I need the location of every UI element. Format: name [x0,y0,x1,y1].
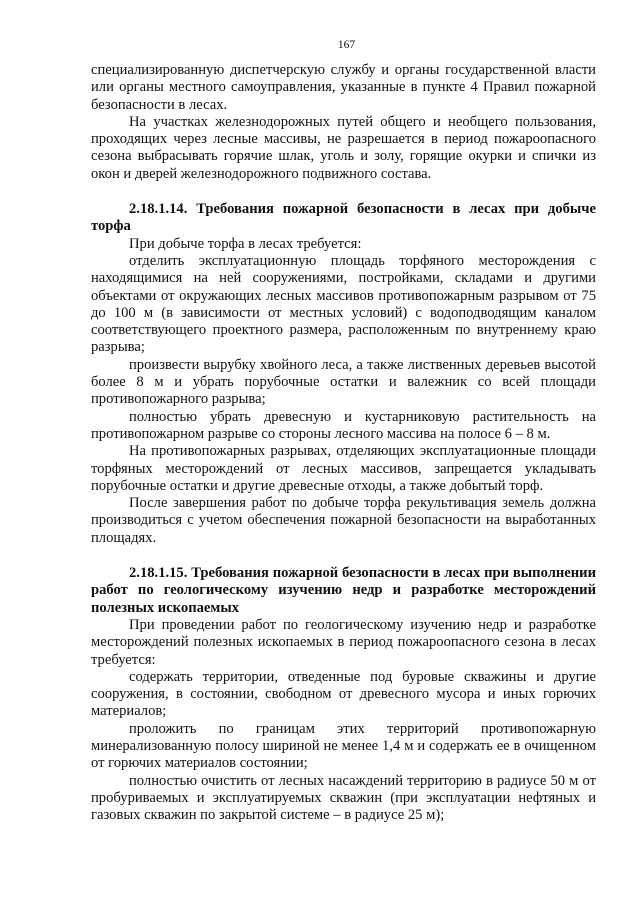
paragraph: При добыче торфа в лесах требуется: [129,235,362,252]
paragraph: полностью убрать древесную и кустарниковую растительность на противопожарном разрыве со стороны лесного массива на полосе 6 – 8 м. [91,408,596,442]
paragraph: специализированную диспетчерскую службу и органы государственной власти или органы местного самоуправления, указанные в пункте 4 Правил пожарной безопасности в лесах. [91,62,596,113]
section-gap [91,183,596,201]
paragraph: полностью очистить от лесных насаждений территорию в радиусе 50 м от пробуриваемых и эксплуатируемых скважин (при эксплуатации нефтяных и газовых скважин по закрытой системе – в радиусе 25 м); [91,772,596,824]
paragraph: содержать территории, отведенные под буровые скважины и другие сооружения, в состоянии, свободном от древесного мусора и иных горючих материалов; [91,668,596,720]
document-page [91,38,596,824]
section-heading: 2.18.1.14. Требования пожарной безопасности в лесах при добыче торфа [91,201,596,235]
paragraph: проложить по границам этих территорий противопожарную минерализованную полосу шириной не менее 1,4 м и содержать ее в очищенном от горючих материалов состоянии; [91,720,596,772]
paragraph: отделить эксплуатационную площадь торфяного месторождения с находящимися на ней сооружениями, постройками, складами и другими объектами от окружающих лесных массивов противопожарным разрывом от 75 до 100 м (в зависимости от местных условий) с водоподводящим каналом соответствующего проектного размера, расположенным по внутреннему краю разрыва; [91,252,596,356]
paragraph: На противопожарных разрывах, отделяющих эксплуатационные площади торфяных месторождений от лесных массивов, запрещается укладывать порубочные остатки и другие древесные отходы, а также добытый торф. [91,443,596,494]
page-number: 167 [337,39,356,51]
paragraph: После завершения работ по добыче торфа рекультивация земель должна производиться с учетом обеспечения пожарной безопасности на выработанных площадях. [91,495,596,546]
paragraph: На участках железнодорожных путей общего и необщего пользования, проходящих через лесные массивы, не разрешается в период пожароопасного сезона выбрасывать горячие шлак, уголь и золу, горящие окурки и спички из окон и дверей железнодорожного подвижного состава. [91,113,596,182]
paragraph: При проведении работ по геологическому изучению недр и разработке месторождений полезных ископаемых в период пожароопасного сезона в лесах требуется: [91,616,596,668]
section-gap [91,547,596,565]
section-heading: 2.18.1.15. Требования пожарной безопасности в лесах при выполнении работ по геологическому изучению недр и разработке месторождений полезных ископаемых [91,565,596,616]
paragraph: произвести вырубку хвойного леса, а также лиственных деревьев высотой более 8 м и убрать порубочные остатки и валежник со всей площади противопожарного разрыва; [91,356,596,408]
